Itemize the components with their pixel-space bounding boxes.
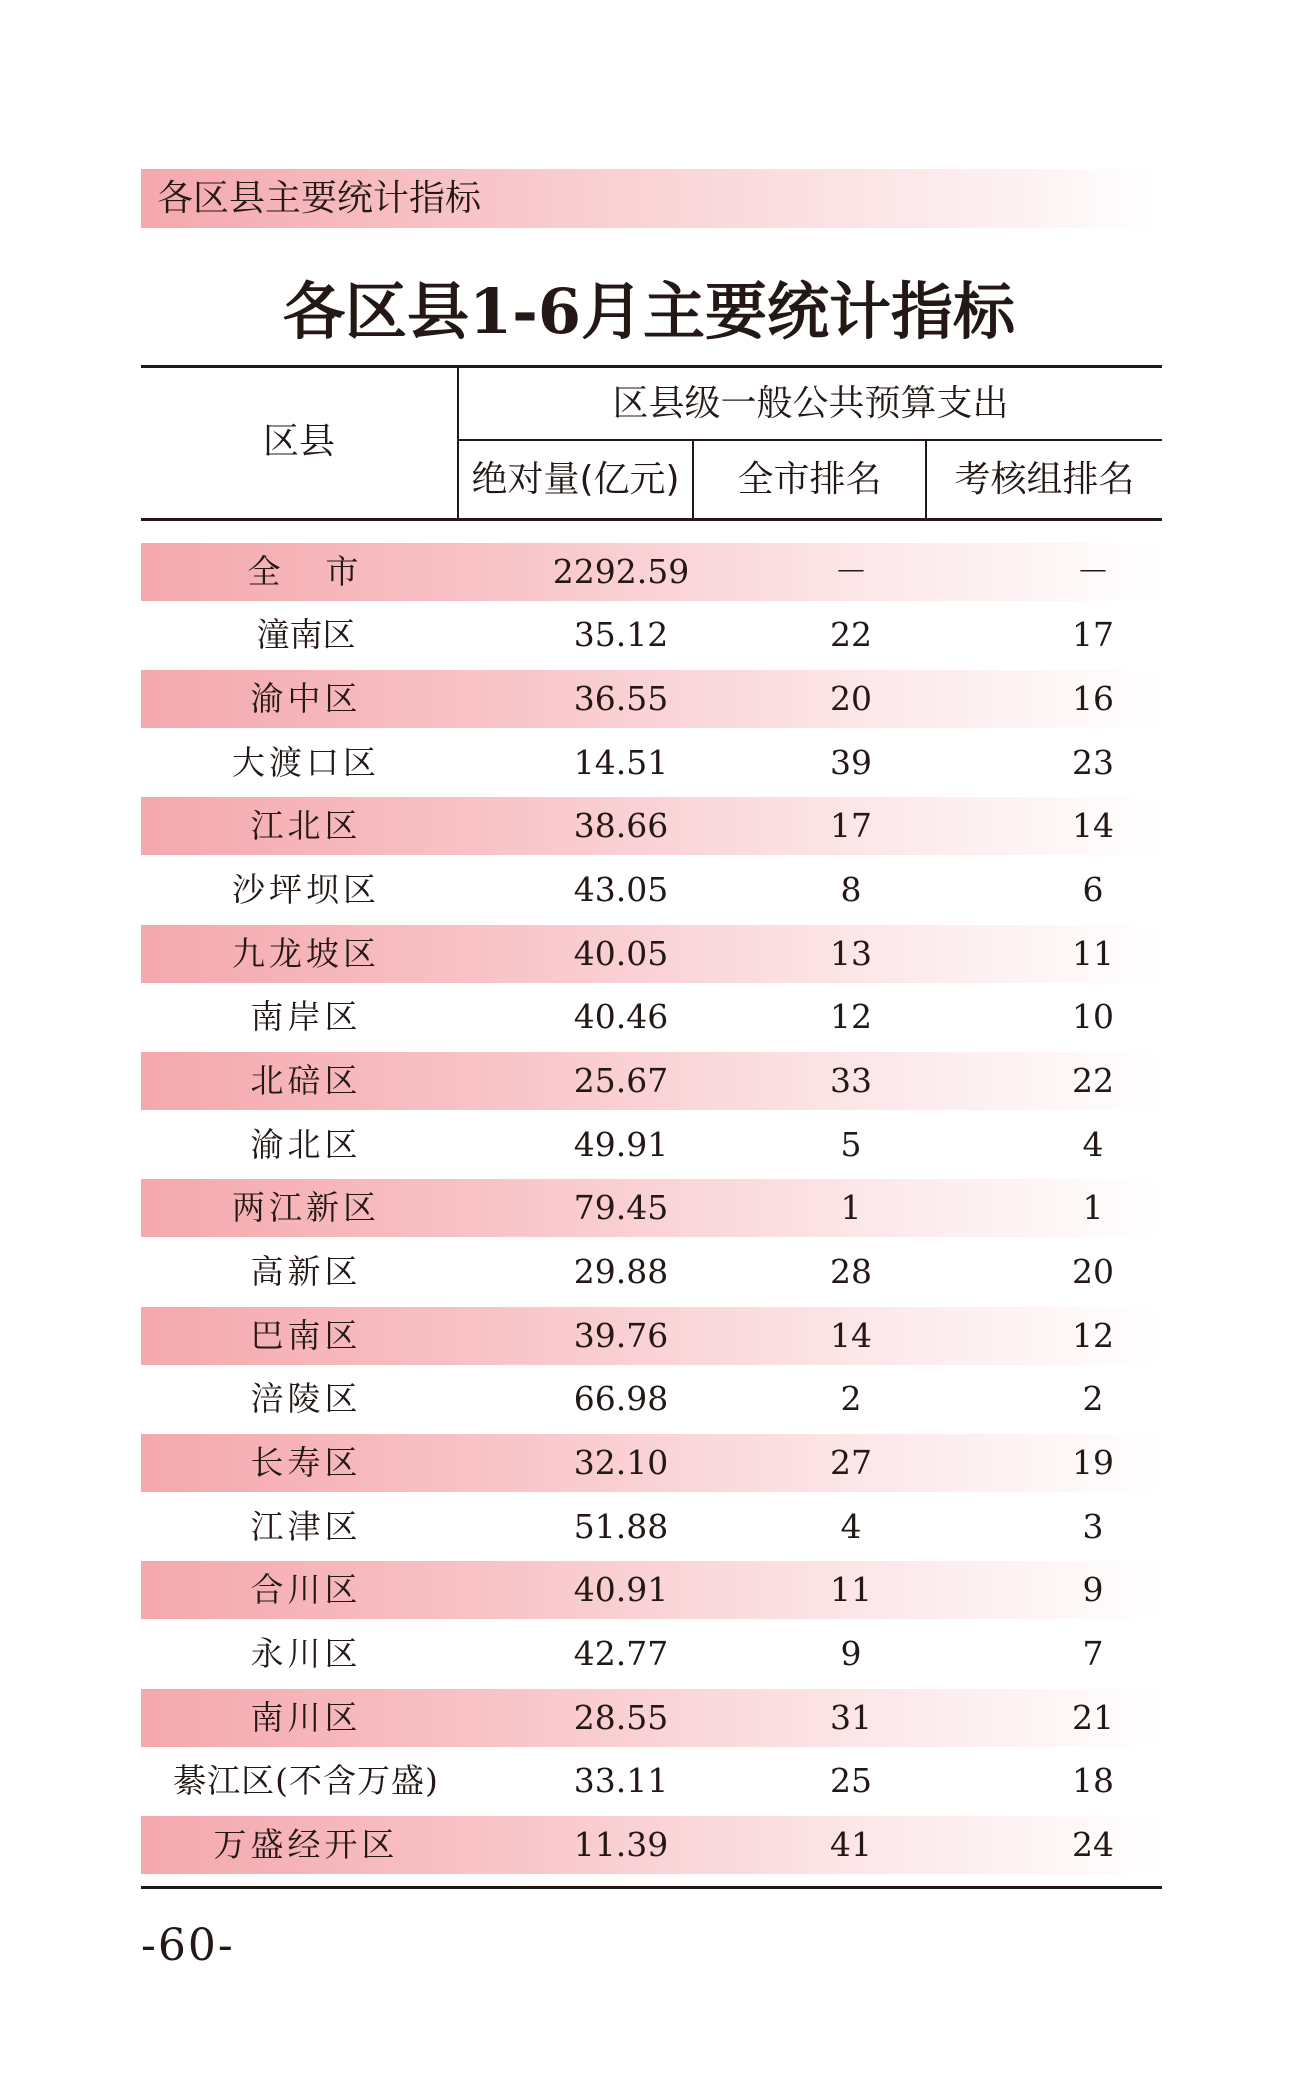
group-rank: 21 (1072, 1698, 1114, 1737)
absolute-value: 49.91 (573, 1125, 669, 1164)
table-row (141, 734, 1162, 792)
absolute-value: 11.39 (573, 1825, 669, 1864)
city-rank: 25 (830, 1761, 872, 1800)
absolute-value: 43.05 (573, 870, 669, 909)
absolute-value: 32.10 (573, 1443, 669, 1482)
group-rank: 18 (1072, 1761, 1114, 1800)
absolute-value: 40.05 (573, 934, 669, 973)
table-row (141, 1561, 1162, 1619)
group-rank: 7 (1082, 1634, 1104, 1673)
group-rank: 22 (1072, 1061, 1114, 1100)
table-row (141, 543, 1162, 601)
table-row (141, 606, 1162, 664)
city-rank: － (834, 552, 868, 591)
absolute-value: 42.77 (573, 1634, 669, 1673)
table-row (141, 925, 1162, 983)
absolute-value: 14.51 (573, 743, 669, 782)
table-row (141, 1816, 1162, 1874)
group-rank: 20 (1072, 1252, 1114, 1291)
page-number: -60- (141, 1920, 235, 1971)
table-top-rule (141, 365, 1162, 368)
absolute-value: 2292.59 (552, 552, 690, 591)
absolute-value: 40.91 (573, 1570, 669, 1609)
district-name: 南岸区 (250, 997, 362, 1036)
group-rank: 10 (1072, 997, 1114, 1036)
page-title: 各区县1-6月主要统计指标 (282, 275, 1015, 348)
district-name: 长寿区 (250, 1443, 362, 1482)
table-row (141, 1752, 1162, 1810)
absolute-value: 38.66 (573, 806, 669, 845)
absolute-value: 33.11 (573, 1761, 669, 1800)
group-rank: 3 (1082, 1507, 1104, 1546)
header-group-rank: 考核组排名 (954, 459, 1135, 500)
district-name: 江津区 (250, 1507, 362, 1546)
header-bottom-rule (141, 518, 1162, 521)
city-rank: 28 (830, 1252, 872, 1291)
district-name: 巴南区 (250, 1316, 362, 1355)
table-row (141, 1434, 1162, 1492)
city-rank: 9 (840, 1634, 862, 1673)
table-row (141, 797, 1162, 855)
city-rank: 4 (840, 1507, 862, 1546)
district-name: 渝北区 (250, 1125, 362, 1164)
city-rank: 17 (830, 806, 872, 845)
group-rank: 14 (1072, 806, 1114, 845)
header-group: 区县级一般公共预算支出 (612, 383, 1009, 424)
absolute-value: 28.55 (573, 1698, 669, 1737)
district-name: 九龙坡区 (232, 934, 380, 973)
table-row (141, 1052, 1162, 1110)
table-row (141, 1116, 1162, 1174)
group-rank: 17 (1072, 615, 1114, 654)
table-bottom-rule (141, 1886, 1162, 1889)
district-name: 大渡口区 (232, 743, 380, 782)
absolute-value: 79.45 (573, 1188, 669, 1227)
group-header-rule (458, 439, 1162, 441)
section-band-label: 各区县主要统计指标 (157, 178, 482, 219)
group-rank: 11 (1072, 934, 1114, 973)
table-row (141, 1689, 1162, 1747)
city-rank: 41 (830, 1825, 872, 1864)
district-name: 北碚区 (250, 1061, 362, 1100)
district-name: 南川区 (250, 1698, 362, 1737)
absolute-value: 29.88 (573, 1252, 669, 1291)
absolute-value: 36.55 (573, 679, 669, 718)
city-rank: 33 (830, 1061, 872, 1100)
absolute-value: 40.46 (573, 997, 669, 1036)
absolute-value: 25.67 (573, 1061, 669, 1100)
district-name: 渝中区 (250, 679, 362, 718)
city-rank: 13 (830, 934, 872, 973)
district-name: 高新区 (250, 1252, 362, 1291)
city-rank: 20 (830, 679, 872, 718)
group-rank: 6 (1082, 870, 1104, 909)
group-rank: 16 (1072, 679, 1114, 718)
city-rank: 2 (840, 1379, 862, 1418)
city-rank: 22 (830, 615, 872, 654)
header-district: 区县 (262, 421, 335, 462)
city-rank: 11 (830, 1570, 872, 1609)
city-rank: 27 (830, 1443, 872, 1482)
district-name: 全 市 (247, 552, 365, 591)
district-name: 永川区 (250, 1634, 362, 1673)
district-name: 沙坪坝区 (232, 870, 380, 909)
group-rank: － (1076, 552, 1110, 591)
district-name: 綦江区(不含万盛) (173, 1761, 439, 1800)
city-rank: 5 (840, 1125, 862, 1164)
group-rank: 19 (1072, 1443, 1114, 1482)
table-row (141, 1307, 1162, 1365)
city-rank: 14 (830, 1316, 872, 1355)
city-rank: 12 (830, 997, 872, 1036)
header-absolute: 绝对量(亿元) (471, 459, 680, 500)
table-row (141, 1243, 1162, 1301)
district-name: 合川区 (250, 1570, 362, 1609)
section-band (141, 169, 1155, 228)
table-row (141, 1370, 1162, 1428)
table-row (141, 861, 1162, 919)
district-name: 江北区 (250, 806, 362, 845)
district-name: 潼南区 (256, 615, 356, 654)
group-rank: 24 (1072, 1825, 1114, 1864)
table-row (141, 1625, 1162, 1683)
group-rank: 2 (1082, 1379, 1104, 1418)
city-rank: 8 (840, 870, 862, 909)
city-rank: 31 (830, 1698, 872, 1737)
absolute-value: 66.98 (573, 1379, 669, 1418)
table-row (141, 1498, 1162, 1556)
table-row (141, 670, 1162, 728)
city-rank: 1 (840, 1188, 862, 1227)
group-rank: 23 (1072, 743, 1114, 782)
group-rank: 1 (1082, 1188, 1104, 1227)
header-city-rank: 全市排名 (737, 459, 882, 500)
district-name: 涪陵区 (250, 1379, 362, 1418)
group-rank: 9 (1082, 1570, 1104, 1609)
district-name: 两江新区 (232, 1188, 380, 1227)
absolute-value: 39.76 (573, 1316, 669, 1355)
absolute-value: 51.88 (573, 1507, 669, 1546)
district-name: 万盛经开区 (213, 1825, 399, 1864)
city-rank: 39 (830, 743, 872, 782)
absolute-value: 35.12 (573, 615, 669, 654)
group-rank: 12 (1072, 1316, 1114, 1355)
group-rank: 4 (1082, 1125, 1104, 1164)
table-row (141, 988, 1162, 1046)
table-row (141, 1179, 1162, 1237)
